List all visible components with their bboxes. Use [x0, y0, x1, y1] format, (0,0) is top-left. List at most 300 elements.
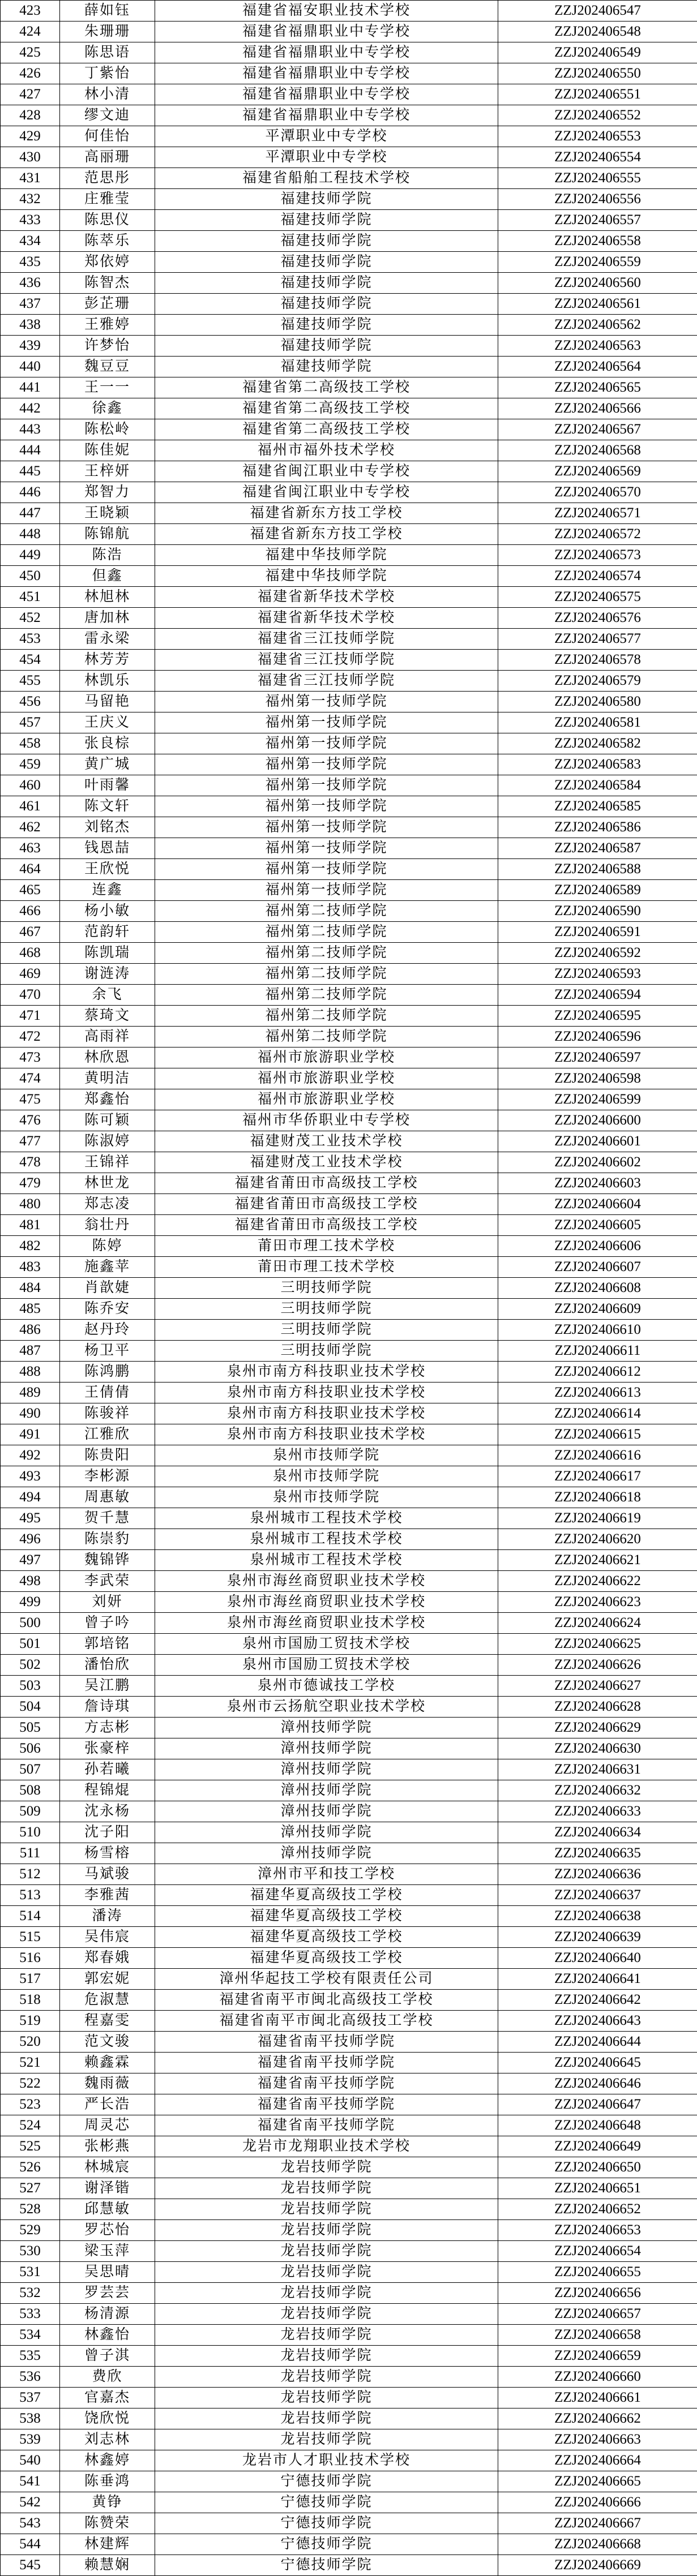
- table-row: [1, 440, 697, 461]
- row-number-cell: 471: [1, 1006, 60, 1027]
- row-number-cell: 541: [1, 2471, 60, 2492]
- table-row: [1, 2492, 697, 2513]
- school-name-cell: 福建省福鼎职业中专学校: [155, 63, 498, 84]
- certificate-id-cell: ZZJ202406548: [498, 22, 697, 42]
- person-name-cell: 雷永梁: [60, 629, 155, 650]
- table-row: [1, 42, 697, 63]
- school-name-cell: 福建省第二高级技工学校: [155, 398, 498, 419]
- person-name-cell: 范韵轩: [60, 922, 155, 943]
- table-row: [1, 985, 697, 1006]
- row-number-cell: 449: [1, 545, 60, 566]
- certificate-id-cell: ZZJ202406556: [498, 189, 697, 210]
- table-row: [1, 2283, 697, 2304]
- school-name-cell: 龙岩技师学院: [155, 2178, 498, 2199]
- person-name-cell: 陈萃乐: [60, 231, 155, 252]
- row-number-cell: 444: [1, 440, 60, 461]
- table-row: [1, 2471, 697, 2492]
- school-name-cell: 泉州市国励工贸技术学校: [155, 1634, 498, 1655]
- person-name-cell: 赖鑫霖: [60, 2053, 155, 2073]
- row-number-cell: 529: [1, 2220, 60, 2241]
- row-number-cell: 463: [1, 838, 60, 859]
- school-name-cell: 龙岩技师学院: [155, 2304, 498, 2325]
- school-name-cell: 宁德技师学院: [155, 2513, 498, 2534]
- row-number-cell: 469: [1, 964, 60, 985]
- certificate-id-cell: ZZJ202406666: [498, 2492, 697, 2513]
- school-name-cell: 宁德技师学院: [155, 2471, 498, 2492]
- school-name-cell: 福州市福外技术学校: [155, 440, 498, 461]
- certificate-id-cell: ZZJ202406622: [498, 1571, 697, 1592]
- certificate-id-cell: ZZJ202406614: [498, 1403, 697, 1424]
- person-name-cell: 钱恩喆: [60, 838, 155, 859]
- person-name-cell: 吴伟宸: [60, 1927, 155, 1948]
- row-number-cell: 424: [1, 22, 60, 42]
- row-number-cell: 454: [1, 650, 60, 671]
- table-row: [1, 1969, 697, 1990]
- row-number-cell: 432: [1, 189, 60, 210]
- table-row: [1, 1592, 697, 1613]
- person-name-cell: 曾子淇: [60, 2346, 155, 2367]
- person-name-cell: 范思彤: [60, 168, 155, 189]
- certificate-id-cell: ZZJ202406662: [498, 2408, 697, 2429]
- school-name-cell: 龙岩技师学院: [155, 2157, 498, 2178]
- table-row: [1, 1299, 697, 1320]
- person-name-cell: 郑志凌: [60, 1194, 155, 1215]
- certificate-id-cell: ZZJ202406571: [498, 503, 697, 524]
- school-name-cell: 福州第二技师学院: [155, 901, 498, 922]
- table-row: [1, 2555, 697, 2576]
- school-name-cell: 莆田市理工技术学校: [155, 1257, 498, 1278]
- person-name-cell: 黄广城: [60, 754, 155, 775]
- table-row: [1, 2220, 697, 2241]
- table-row: [1, 1194, 697, 1215]
- person-name-cell: 沈子阳: [60, 1822, 155, 1843]
- row-number-cell: 452: [1, 608, 60, 629]
- person-name-cell: 周灵芯: [60, 2115, 155, 2136]
- table-row: [1, 692, 697, 712]
- table-row: [1, 943, 697, 964]
- person-name-cell: 王雅婷: [60, 315, 155, 336]
- row-number-cell: 433: [1, 210, 60, 231]
- certificate-id-cell: ZZJ202406565: [498, 377, 697, 398]
- row-number-cell: 534: [1, 2325, 60, 2346]
- person-name-cell: 施鑫苹: [60, 1257, 155, 1278]
- certificate-id-cell: ZZJ202406619: [498, 1508, 697, 1529]
- table-row: [1, 2094, 697, 2115]
- school-name-cell: 福建华夏高级技工学校: [155, 1927, 498, 1948]
- person-name-cell: 陈文轩: [60, 796, 155, 817]
- certificate-id-cell: ZZJ202406652: [498, 2199, 697, 2220]
- school-name-cell: 福建省新东方技工学校: [155, 524, 498, 545]
- person-name-cell: 马斌骏: [60, 1864, 155, 1885]
- certificate-id-cell: ZZJ202406578: [498, 650, 697, 671]
- certificate-id-cell: ZZJ202406586: [498, 817, 697, 838]
- school-name-cell: 福州第一技师学院: [155, 775, 498, 796]
- certificate-id-cell: ZZJ202406646: [498, 2073, 697, 2094]
- certificate-id-cell: ZZJ202406625: [498, 1634, 697, 1655]
- row-number-cell: 453: [1, 629, 60, 650]
- table-row: [1, 1006, 697, 1027]
- person-name-cell: 魏雨薇: [60, 2073, 155, 2094]
- row-number-cell: 531: [1, 2262, 60, 2283]
- row-number-cell: 434: [1, 231, 60, 252]
- row-number-cell: 472: [1, 1027, 60, 1047]
- school-name-cell: 泉州市海丝商贸职业技术学校: [155, 1592, 498, 1613]
- row-number-cell: 441: [1, 377, 60, 398]
- certificate-id-cell: ZZJ202406594: [498, 985, 697, 1006]
- certificate-id-cell: ZZJ202406582: [498, 733, 697, 754]
- school-name-cell: 福州第一技师学院: [155, 838, 498, 859]
- row-number-cell: 456: [1, 692, 60, 712]
- school-name-cell: 福州第二技师学院: [155, 922, 498, 943]
- table-row: [1, 1529, 697, 1550]
- table-row: [1, 2304, 697, 2325]
- certificate-id-cell: ZZJ202406602: [498, 1152, 697, 1173]
- school-name-cell: 福州第二技师学院: [155, 1027, 498, 1047]
- person-name-cell: 陈佳妮: [60, 440, 155, 461]
- school-name-cell: 福建省三江技师学院: [155, 671, 498, 692]
- person-name-cell: 朱珊珊: [60, 22, 155, 42]
- table-row: [1, 252, 697, 273]
- person-name-cell: 王晓颖: [60, 503, 155, 524]
- person-name-cell: 林城宸: [60, 2157, 155, 2178]
- school-name-cell: 漳州技师学院: [155, 1718, 498, 1738]
- school-name-cell: 龙岩市龙翔职业技术学校: [155, 2136, 498, 2157]
- person-name-cell: 林旭林: [60, 587, 155, 608]
- certificate-id-cell: ZZJ202406551: [498, 84, 697, 105]
- row-number-cell: 508: [1, 1780, 60, 1801]
- school-name-cell: 福州第一技师学院: [155, 796, 498, 817]
- row-number-cell: 443: [1, 419, 60, 440]
- certificate-id-cell: ZZJ202406624: [498, 1613, 697, 1634]
- certificate-id-cell: ZZJ202406658: [498, 2325, 697, 2346]
- certificate-id-cell: ZZJ202406661: [498, 2388, 697, 2408]
- table-row: [1, 2388, 697, 2408]
- certificate-id-cell: ZZJ202406576: [498, 608, 697, 629]
- table-row: [1, 2178, 697, 2199]
- certificate-id-cell: ZZJ202406631: [498, 1759, 697, 1780]
- certificate-id-cell: ZZJ202406572: [498, 524, 697, 545]
- person-name-cell: 余飞: [60, 985, 155, 1006]
- table-row: [1, 733, 697, 754]
- person-name-cell: 郑智力: [60, 482, 155, 503]
- table-row: [1, 671, 697, 692]
- table-row: [1, 63, 697, 84]
- person-name-cell: 吴思晴: [60, 2262, 155, 2283]
- person-name-cell: 林凯乐: [60, 671, 155, 692]
- school-name-cell: 福建技师学院: [155, 336, 498, 357]
- row-number-cell: 445: [1, 461, 60, 482]
- school-name-cell: 福建技师学院: [155, 357, 498, 377]
- person-name-cell: 刘妍: [60, 1592, 155, 1613]
- school-name-cell: 福建省新东方技工学校: [155, 503, 498, 524]
- row-number-cell: 428: [1, 105, 60, 126]
- school-name-cell: 福建省南平技师学院: [155, 2032, 498, 2053]
- table-row: [1, 1948, 697, 1969]
- table-row: [1, 84, 697, 105]
- person-name-cell: 陈松岭: [60, 419, 155, 440]
- person-name-cell: 陈婷: [60, 1236, 155, 1257]
- row-number-cell: 505: [1, 1718, 60, 1738]
- row-number-cell: 495: [1, 1508, 60, 1529]
- person-name-cell: 罗芯怡: [60, 2220, 155, 2241]
- table-row: [1, 1173, 697, 1194]
- person-name-cell: 沈永杨: [60, 1801, 155, 1822]
- certificate-id-cell: ZZJ202406600: [498, 1110, 697, 1131]
- certificate-id-cell: ZZJ202406623: [498, 1592, 697, 1613]
- person-name-cell: 郑依婷: [60, 252, 155, 273]
- school-name-cell: 龙岩技师学院: [155, 2325, 498, 2346]
- table-row: [1, 2534, 697, 2555]
- school-name-cell: 福州第一技师学院: [155, 817, 498, 838]
- row-number-cell: 464: [1, 859, 60, 880]
- school-name-cell: 福建华夏高级技工学校: [155, 1885, 498, 1906]
- table-row: [1, 482, 697, 503]
- table-row: [1, 22, 697, 42]
- certificate-id-cell: ZZJ202406653: [498, 2220, 697, 2241]
- person-name-cell: 叶雨馨: [60, 775, 155, 796]
- certificate-id-cell: ZZJ202406621: [498, 1550, 697, 1571]
- table-row: [1, 357, 697, 377]
- school-name-cell: 福建省南平技师学院: [155, 2115, 498, 2136]
- school-name-cell: 漳州华起技工学校有限责任公司: [155, 1969, 498, 1990]
- school-name-cell: 福州第二技师学院: [155, 985, 498, 1006]
- row-number-cell: 523: [1, 2094, 60, 2115]
- person-name-cell: 杨卫平: [60, 1341, 155, 1362]
- row-number-cell: 517: [1, 1969, 60, 1990]
- table-row: [1, 545, 697, 566]
- person-name-cell: 薛如钰: [60, 1, 155, 22]
- certificate-id-cell: ZZJ202406601: [498, 1131, 697, 1152]
- table-row: [1, 2325, 697, 2346]
- table-row: [1, 775, 697, 796]
- certificate-id-cell: ZZJ202406575: [498, 587, 697, 608]
- certificate-id-cell: ZZJ202406560: [498, 273, 697, 294]
- row-number-cell: 536: [1, 2367, 60, 2388]
- row-number-cell: 480: [1, 1194, 60, 1215]
- table-row: [1, 964, 697, 985]
- school-name-cell: 泉州市技师学院: [155, 1487, 498, 1508]
- certificate-id-cell: ZZJ202406626: [498, 1655, 697, 1676]
- school-name-cell: 福建省船舶工程技术学校: [155, 168, 498, 189]
- table-row: [1, 1089, 697, 1110]
- row-number-cell: 510: [1, 1822, 60, 1843]
- row-number-cell: 526: [1, 2157, 60, 2178]
- certificate-id-cell: ZZJ202406659: [498, 2346, 697, 2367]
- table-row: [1, 650, 697, 671]
- school-name-cell: 福州市旅游职业学校: [155, 1068, 498, 1089]
- person-name-cell: 官嘉杰: [60, 2388, 155, 2408]
- school-name-cell: 福建中华技师学院: [155, 545, 498, 566]
- school-name-cell: 福州第一技师学院: [155, 859, 498, 880]
- certificate-id-cell: ZZJ202406591: [498, 922, 697, 943]
- table-row: [1, 1738, 697, 1759]
- school-name-cell: 福建省闽江职业中专学校: [155, 461, 498, 482]
- table-row: [1, 315, 697, 336]
- person-name-cell: 林建辉: [60, 2534, 155, 2555]
- certificate-id-cell: ZZJ202406580: [498, 692, 697, 712]
- certificate-id-cell: ZZJ202406613: [498, 1383, 697, 1403]
- certificate-id-cell: ZZJ202406593: [498, 964, 697, 985]
- certificate-id-cell: ZZJ202406589: [498, 880, 697, 901]
- table-row: [1, 1780, 697, 1801]
- row-number-cell: 451: [1, 587, 60, 608]
- certificate-id-cell: ZZJ202406592: [498, 943, 697, 964]
- person-name-cell: 谢泽锴: [60, 2178, 155, 2199]
- certificate-id-cell: ZZJ202406550: [498, 63, 697, 84]
- row-number-cell: 473: [1, 1047, 60, 1068]
- row-number-cell: 506: [1, 1738, 60, 1759]
- person-name-cell: 赖慧娴: [60, 2555, 155, 2576]
- school-name-cell: 福建省福鼎职业中专学校: [155, 22, 498, 42]
- row-number-cell: 440: [1, 357, 60, 377]
- school-name-cell: 福州第二技师学院: [155, 1006, 498, 1027]
- person-name-cell: 徐鑫: [60, 398, 155, 419]
- row-number-cell: 474: [1, 1068, 60, 1089]
- person-name-cell: 王梓妍: [60, 461, 155, 482]
- school-name-cell: 福建省第二高级技工学校: [155, 419, 498, 440]
- school-name-cell: 福州第一技师学院: [155, 880, 498, 901]
- person-name-cell: 赵丹玲: [60, 1320, 155, 1341]
- school-name-cell: 泉州市技师学院: [155, 1445, 498, 1466]
- school-name-cell: 龙岩市人才职业技术学校: [155, 2450, 498, 2471]
- person-name-cell: 陈乔安: [60, 1299, 155, 1320]
- table-row: [1, 1759, 697, 1780]
- person-name-cell: 罗芸芸: [60, 2283, 155, 2304]
- person-name-cell: 杨雪榕: [60, 1843, 155, 1864]
- table-row: [1, 524, 697, 545]
- certificate-id-cell: ZZJ202406570: [498, 482, 697, 503]
- certificate-id-cell: ZZJ202406633: [498, 1801, 697, 1822]
- row-number-cell: 540: [1, 2450, 60, 2471]
- row-number-cell: 533: [1, 2304, 60, 2325]
- table-row: [1, 1822, 697, 1843]
- certificate-id-cell: ZZJ202406639: [498, 1927, 697, 1948]
- table-row: [1, 294, 697, 315]
- row-number-cell: 502: [1, 1655, 60, 1676]
- row-number-cell: 470: [1, 985, 60, 1006]
- school-name-cell: 莆田市理工技术学校: [155, 1236, 498, 1257]
- table-row: [1, 817, 697, 838]
- table-row: [1, 105, 697, 126]
- certificate-id-cell: ZZJ202406581: [498, 712, 697, 733]
- row-number-cell: 543: [1, 2513, 60, 2534]
- school-name-cell: 福建省南平市闽北高级技工学校: [155, 1990, 498, 2011]
- table-row: [1, 2011, 697, 2032]
- person-name-cell: 黄明洁: [60, 1068, 155, 1089]
- school-name-cell: 龙岩技师学院: [155, 2367, 498, 2388]
- table-row: [1, 2367, 697, 2388]
- school-name-cell: 宁德技师学院: [155, 2555, 498, 2576]
- row-number-cell: 532: [1, 2283, 60, 2304]
- certificate-id-cell: ZZJ202406629: [498, 1718, 697, 1738]
- certificate-id-cell: ZZJ202406647: [498, 2094, 697, 2115]
- school-name-cell: 龙岩技师学院: [155, 2346, 498, 2367]
- person-name-cell: 林鑫婷: [60, 2450, 155, 2471]
- row-number-cell: 431: [1, 168, 60, 189]
- table-row: [1, 1445, 697, 1466]
- school-name-cell: 平潭职业中专学校: [155, 126, 498, 147]
- certificate-id-cell: ZZJ202406599: [498, 1089, 697, 1110]
- certificate-id-cell: ZZJ202406643: [498, 2011, 697, 2032]
- person-name-cell: 但鑫: [60, 566, 155, 587]
- table-row: [1, 859, 697, 880]
- table-row: [1, 1843, 697, 1864]
- table-row: [1, 1634, 697, 1655]
- certificate-id-cell: ZZJ202406637: [498, 1885, 697, 1906]
- person-name-cell: 陈锦航: [60, 524, 155, 545]
- table-row: [1, 2199, 697, 2220]
- certificate-id-cell: ZZJ202406638: [498, 1906, 697, 1927]
- person-name-cell: 陈凯瑞: [60, 943, 155, 964]
- table-row: [1, 503, 697, 524]
- row-number-cell: 490: [1, 1403, 60, 1424]
- school-name-cell: 福州市华侨职业中专学校: [155, 1110, 498, 1131]
- row-number-cell: 514: [1, 1906, 60, 1927]
- table-row: [1, 2429, 697, 2450]
- person-name-cell: 梁玉萍: [60, 2241, 155, 2262]
- person-name-cell: 谢涟涛: [60, 964, 155, 985]
- person-name-cell: 王锦祥: [60, 1152, 155, 1173]
- table-row: [1, 2053, 697, 2073]
- row-number-cell: 427: [1, 84, 60, 105]
- row-number-cell: 521: [1, 2053, 60, 2073]
- person-name-cell: 林小清: [60, 84, 155, 105]
- certificate-id-cell: ZZJ202406607: [498, 1257, 697, 1278]
- certificate-id-cell: ZZJ202406651: [498, 2178, 697, 2199]
- table-row: [1, 1571, 697, 1592]
- person-name-cell: 潘怡欣: [60, 1655, 155, 1676]
- person-name-cell: 许梦怡: [60, 336, 155, 357]
- certificate-id-cell: ZZJ202406648: [498, 2115, 697, 2136]
- certificate-id-cell: ZZJ202406654: [498, 2241, 697, 2262]
- table-row: [1, 1676, 697, 1697]
- certificate-id-cell: ZZJ202406603: [498, 1173, 697, 1194]
- person-name-cell: 贺千慧: [60, 1508, 155, 1529]
- school-name-cell: 漳州技师学院: [155, 1759, 498, 1780]
- certificate-id-cell: ZZJ202406617: [498, 1466, 697, 1487]
- row-number-cell: 455: [1, 671, 60, 692]
- person-name-cell: 危淑慧: [60, 1990, 155, 2011]
- person-name-cell: 刘志林: [60, 2429, 155, 2450]
- certificate-id-cell: ZZJ202406665: [498, 2471, 697, 2492]
- certificate-id-cell: ZZJ202406657: [498, 2304, 697, 2325]
- school-name-cell: 福州第一技师学院: [155, 733, 498, 754]
- person-name-cell: 陈崇豹: [60, 1529, 155, 1550]
- person-name-cell: 张豪梓: [60, 1738, 155, 1759]
- row-number-cell: 462: [1, 817, 60, 838]
- certificate-id-cell: ZZJ202406554: [498, 147, 697, 168]
- row-number-cell: 459: [1, 754, 60, 775]
- person-name-cell: 詹诗琪: [60, 1697, 155, 1718]
- person-name-cell: 邱慧敏: [60, 2199, 155, 2220]
- row-number-cell: 448: [1, 524, 60, 545]
- certificate-id-cell: ZZJ202406559: [498, 252, 697, 273]
- table-row: [1, 273, 697, 294]
- person-name-cell: 彭芷珊: [60, 294, 155, 315]
- school-name-cell: 福州第一技师学院: [155, 754, 498, 775]
- person-name-cell: 陈赞荣: [60, 2513, 155, 2534]
- certificate-id-cell: ZZJ202406616: [498, 1445, 697, 1466]
- table-row: [1, 608, 697, 629]
- table-row: [1, 2513, 697, 2534]
- person-name-cell: 江雅欣: [60, 1424, 155, 1445]
- school-name-cell: 龙岩技师学院: [155, 2220, 498, 2241]
- person-name-cell: 曾子吟: [60, 1613, 155, 1634]
- school-name-cell: 漳州技师学院: [155, 1822, 498, 1843]
- school-name-cell: 福建技师学院: [155, 315, 498, 336]
- school-name-cell: 福建华夏高级技工学校: [155, 1948, 498, 1969]
- table-row: [1, 587, 697, 608]
